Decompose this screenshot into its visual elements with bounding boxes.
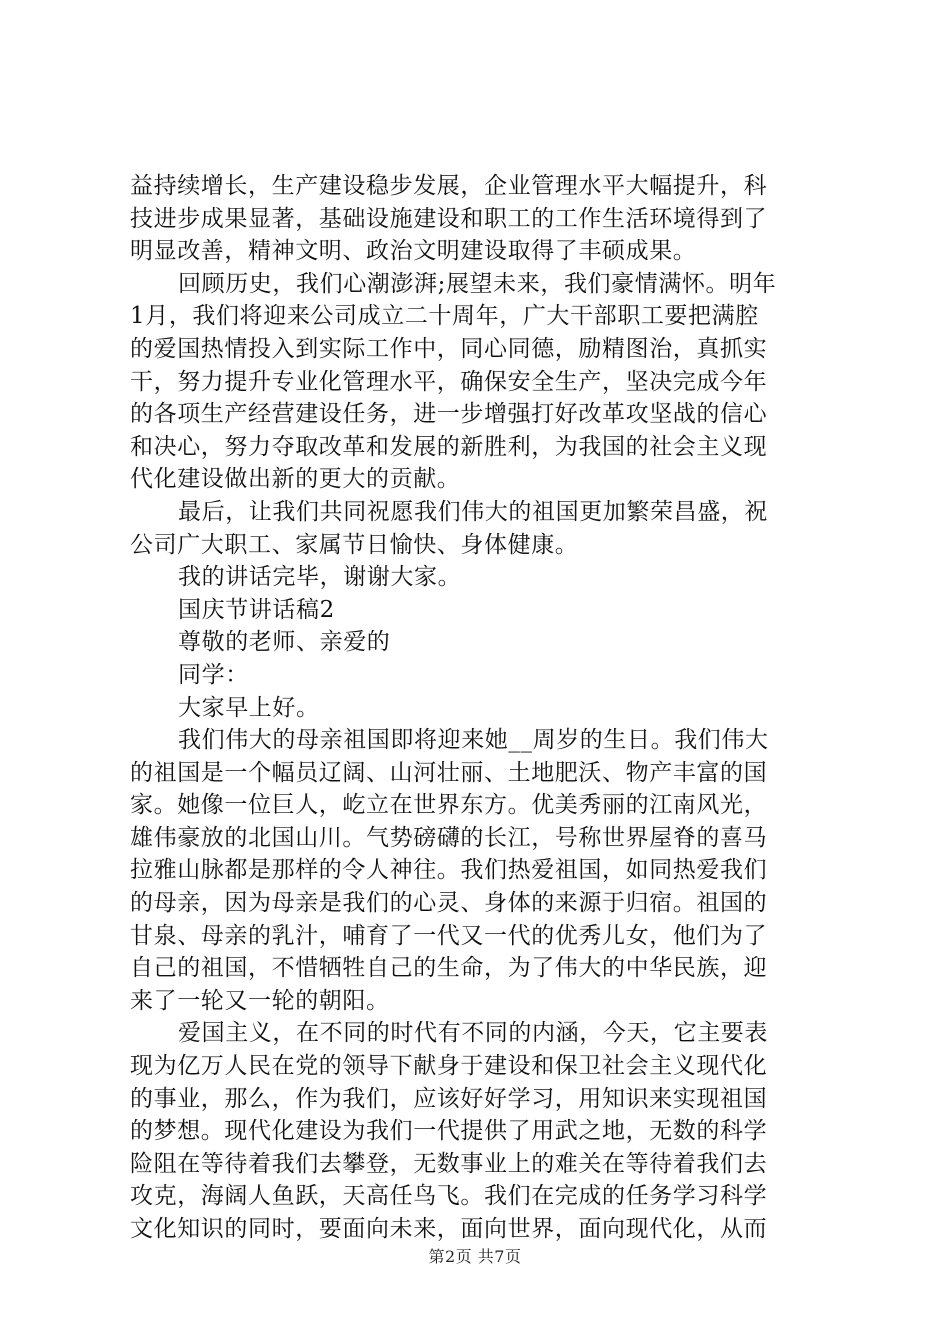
text-line: 自己的祖国，不惜牺牲自己的生命，为了伟大的中华民族，迎 xyxy=(130,955,768,982)
text-line: 的爱国热情投入到实际工作中，同心同德，励精图治，真抓实 xyxy=(130,335,768,362)
text-line: 大家早上好。 xyxy=(178,694,320,721)
text-line: 文化知识的同时，要面向未来，面向世界，面向现代化，从而 xyxy=(130,1216,768,1242)
text-line: 公司广大职工、家属节日愉快、身体健康。 xyxy=(130,531,579,558)
text-line: 同学： xyxy=(178,661,249,688)
text-line: 回顾历史，我们心潮澎湃;展望未来，我们豪情满怀。明年 xyxy=(178,270,777,297)
text-line: 我们伟大的母亲祖国即将迎来她__周岁的生日。我们伟大 xyxy=(178,727,769,754)
text-line: 险阻在等待着我们去攀登，无数事业上的难关在等待着我们去 xyxy=(130,1150,768,1177)
text-line: 的事业，那么，作为我们，应该好好学习，用知识来实现祖国 xyxy=(130,1085,768,1112)
text-line: 现为亿万人民在党的领导下献身于建设和保卫社会主义现代化 xyxy=(130,1053,768,1080)
text-line: 爱国主义，在不同的时代有不同的内涵，今天，它主要表 xyxy=(178,1020,768,1047)
text-line: 的祖国是一个幅员辽阔、山河壮丽、土地肥沃、物产丰富的国 xyxy=(130,759,768,786)
text-line: 的各项生产经营建设任务，进一步增强打好改革攻坚战的信心 xyxy=(130,401,768,428)
text-line: 雄伟豪放的北国山川。气势磅礴的长江，号称世界屋脊的喜马 xyxy=(130,824,768,851)
text-line: 拉雅山脉都是那样的令人神往。我们热爱祖国，如同热爱我们 xyxy=(130,857,768,884)
text-line: 最后，让我们共同祝愿我们伟大的祖国更加繁荣昌盛，祝 xyxy=(178,498,768,525)
text-line: 攻克，海阔人鱼跃，天高任鸟飞。我们在完成的任务学习科学 xyxy=(130,1183,768,1210)
text-line: 家。她像一位巨人，屹立在世界东方。优美秀丽的江南风光， xyxy=(130,792,768,819)
text-line: 国庆节讲话稿2 xyxy=(178,596,335,623)
text-line: 尊敬的老师、亲爱的 xyxy=(178,629,391,656)
text-line: 甘泉、母亲的乳汁，哺育了一代又一代的优秀儿女，他们为了 xyxy=(130,922,768,949)
page-footer: 第2页 共7页 xyxy=(428,1247,522,1266)
text-line: 1月，我们将迎来公司成立二十周年，广大干部职工要把满腔 xyxy=(130,303,759,330)
text-line: 明显改善，精神文明、政治文明建设取得了丰硕成果。 xyxy=(130,238,697,265)
text-line: 来了一轮又一轮的朝阳。 xyxy=(130,987,390,1014)
text-line: 我的讲话完毕，谢谢大家。 xyxy=(178,564,462,591)
text-line: 代化建设做出新的更大的贡献。 xyxy=(130,466,461,493)
document-body xyxy=(130,170,830,1246)
text-line: 干，努力提升专业化管理水平，确保安全生产，坚决完成今年 xyxy=(130,368,768,395)
text-line: 的梦想。现代化建设为我们一代提供了用武之地，无数的科学 xyxy=(130,1118,768,1145)
text-line: 的母亲，因为母亲是我们的心灵、身体的来源于归宿。祖国的 xyxy=(130,890,768,917)
text-line: 益持续增长，生产建设稳步发展，企业管理水平大幅提升，科 xyxy=(130,173,768,199)
text-line: 和决心，努力夺取改革和发展的新胜利，为我国的社会主义现 xyxy=(130,433,768,460)
text-line: 技进步成果显著，基础设施建设和职工的工作生活环境得到了 xyxy=(130,205,768,232)
